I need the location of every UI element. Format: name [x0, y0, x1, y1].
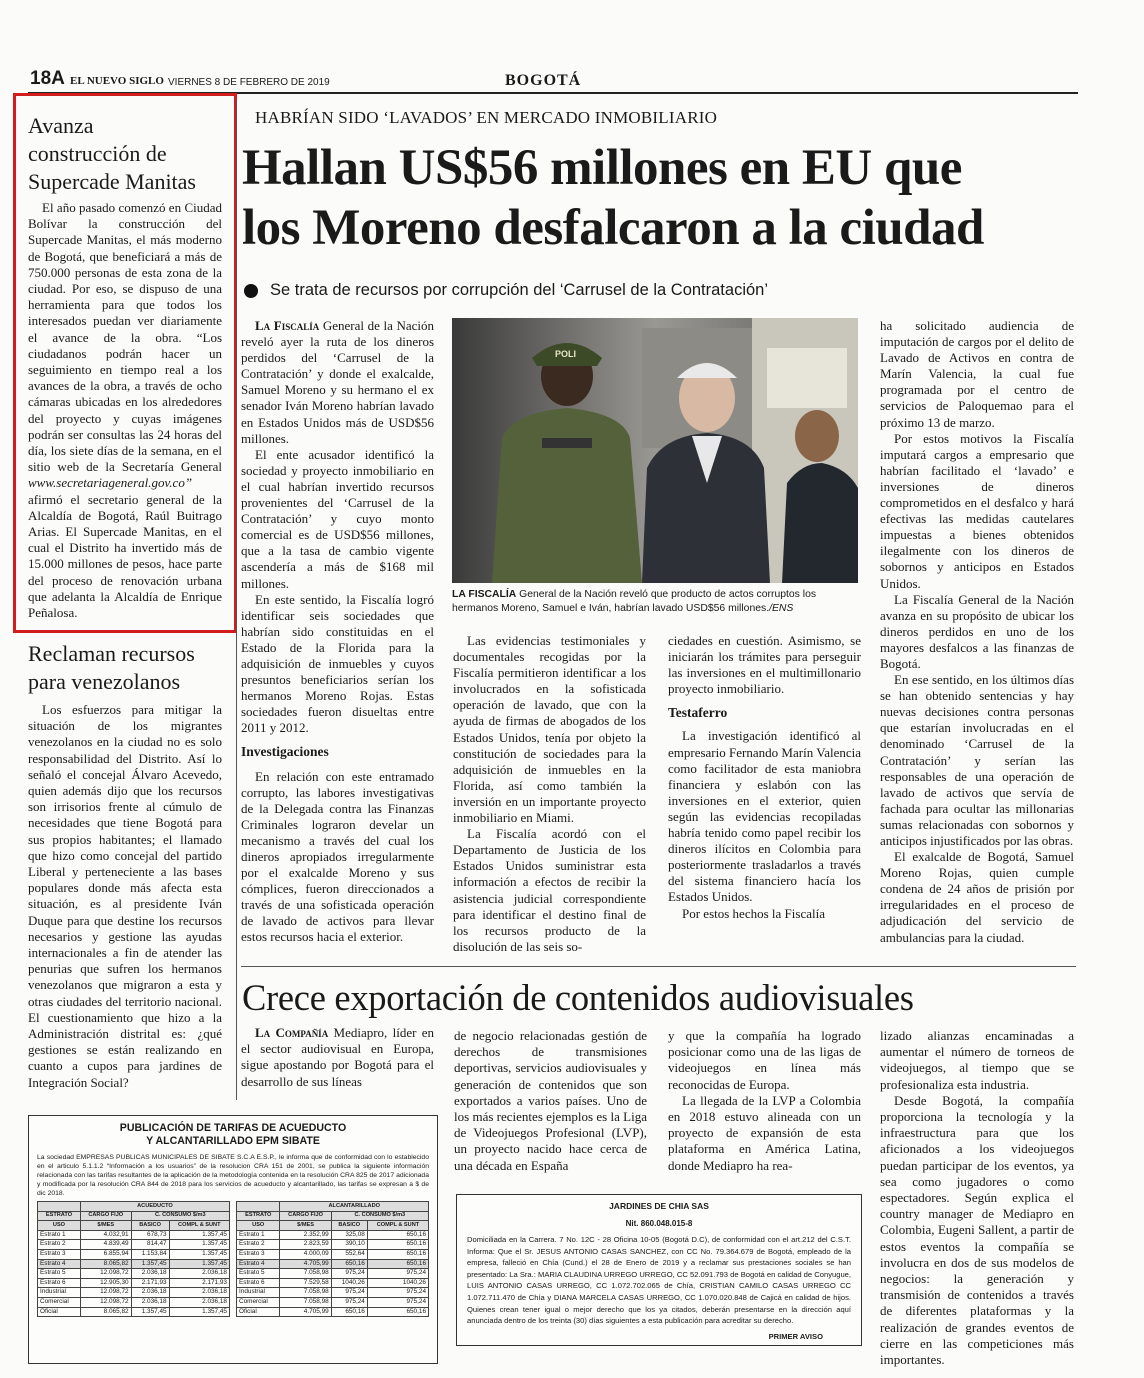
table-header: ESTRATO — [38, 1211, 81, 1221]
main-col-3 — [668, 633, 861, 922]
row-value: 650,16 — [367, 1230, 428, 1240]
table-subheader: USO — [237, 1221, 280, 1231]
table-corner — [237, 1202, 280, 1212]
caption-text: General de la Nación reveló que producto de actos corruptos los hermanos Moreno, Samuel e Iván, habrían lavado USD$56 millones. — [452, 589, 817, 614]
table-row — [38, 1278, 230, 1288]
row-value: 975,24 — [367, 1288, 428, 1298]
cap-label: POLI — [555, 349, 577, 359]
second-col-3 — [668, 1028, 861, 1174]
row-label: Estrato 6 — [237, 1278, 280, 1288]
table-row — [237, 1230, 429, 1240]
row-value: 1.357,45 — [169, 1249, 229, 1259]
table-header: C. CONSUMO $/m3 — [331, 1211, 428, 1221]
photo-caption — [452, 588, 858, 616]
second-col-2 — [454, 1028, 647, 1174]
row-value: 2.036,18 — [169, 1297, 229, 1307]
main-photo — [452, 318, 858, 583]
title-line-2: construcción de — [28, 141, 167, 166]
table-corner — [38, 1202, 81, 1212]
lead-in: La Compañía — [255, 1025, 329, 1040]
row-value: 2.036,18 — [131, 1288, 169, 1298]
row-label: Estrato 3 — [237, 1249, 280, 1259]
row-value: 1.357,45 — [169, 1259, 229, 1269]
jardines-body: Domiciliada en la Carrera. 7 No. 12C - 28 Oficina 10-05 (Bogotá D.C), de conformidad con el art.212 del C.S.T. Informa: Que el Sr. JESUS ANTONIO CASAS SANCHEZ, con CC No. 79.364.679 de Bogotá, empleado de la empresa, falleció en Chía (Cund.) el 28 de Enero de 2019 y a reclamar sus prestaciones sociales se han presentado: La Sra.: MARIA CLAUDINA URREGO URREGO, CC 52.091.793 de Bogotá en calidad de Conyugue, LUIS ANTONIO CASAS URREGO, CC 1.072.702.065 de Chía, CRISTIAN CAMILO CASAS URREGO CC 1.072.711.470 de Chía y DIANA MARCELA CASAS URREGO, CC 1.070.020.848 de Cajicá en calidad de hijos. Quienes crean tener igual o mejor derecho que los ya citados, deberán presentarse en la dirección aquí anunciada dentro de los treinta (30) días siguientes a esta publicación para acreditar su derecho. — [467, 1235, 851, 1326]
table-row — [38, 1269, 230, 1279]
table-subheader: USO — [38, 1221, 81, 1231]
row-value: 975,24 — [331, 1269, 367, 1279]
sidebar-article-2-body — [28, 702, 222, 1091]
row-label: Comercial — [38, 1297, 81, 1307]
row-value: 678,73 — [131, 1230, 169, 1240]
row-value: 1040,26 — [331, 1278, 367, 1288]
paragraph: de negocio relacionadas gestión de derechos de transmisiones deportivas, servicios audiovisuales y generación de contenidos que son exportados a varios países. Uno de los más recientes ejemplos es la Liga de Videojuegos Profesional (LVP), un proyecto nacido hace cerca de una década en España — [454, 1028, 647, 1173]
table-subheader: COMPL & SUNT — [367, 1221, 428, 1231]
table-row — [38, 1259, 230, 1269]
table-row — [38, 1297, 230, 1307]
table-row — [237, 1307, 429, 1317]
row-value: 6.855,94 — [80, 1249, 131, 1259]
row-value: 975,24 — [367, 1297, 428, 1307]
paragraph: Por estos hechos la Fiscalía — [682, 905, 825, 921]
row-value: 7.058,98 — [280, 1269, 331, 1279]
row-value: 1040,26 — [367, 1278, 428, 1288]
row-value: 2.823,59 — [280, 1240, 331, 1250]
article-divider — [241, 966, 1076, 967]
row-label: Estrato 4 — [237, 1259, 280, 1269]
row-value: 325,08 — [331, 1230, 367, 1240]
row-label: Estrato 1 — [237, 1230, 280, 1240]
row-value: 650,16 — [367, 1249, 428, 1259]
secretaria-url: www.secretariageneral.gov.co” — [28, 475, 193, 491]
paragraph: La Fiscalía acordó con el Departamento de Justicia de los Estados Unidos suministrar esta información a efectos de recibir la asistencia judicial correspondiente para identificar el destino final de los recursos producto de la disolución de las seis so- — [453, 826, 646, 954]
row-value: 2.171,93 — [131, 1278, 169, 1288]
photo-credit: /ENS — [769, 603, 794, 614]
section-name: BOGOTÁ — [505, 72, 582, 89]
headline-line-1: Hallan US$56 millones en EU que — [242, 140, 962, 196]
jardines-footer: PRIMER AVISO — [768, 1332, 823, 1341]
paragraph: La Fiscalía General de la Nación avanza en su propósito de ubicar los dineros perdidos en uno de los mayores desfalcos a las finanzas de Bogotá. — [880, 591, 1074, 671]
column-rule — [236, 100, 237, 1100]
row-value: 1.153,84 — [131, 1249, 169, 1259]
row-value: 650,16 — [331, 1259, 367, 1269]
table-group: ALCANTARILLADO — [280, 1202, 429, 1212]
main-headline — [242, 138, 984, 258]
jardines-title: JARDINES DE CHIA SAS — [609, 1201, 709, 1211]
row-value: 2.352,99 — [280, 1230, 331, 1240]
row-value: 975,24 — [331, 1297, 367, 1307]
row-label: Estrato 2 — [38, 1240, 81, 1250]
jardines-notice — [456, 1194, 862, 1346]
row-value: 1.357,45 — [169, 1307, 229, 1317]
paragraph: Las evidencias testimoniales y documentales recogidas por la Fiscalía permitieron identificar a los involucrados en la sofisticada operación de lavado, que con la ayuda de firmas de abogados de los Estados Unidos, tenía por objeto la constitución de sociedades para la adquisición de inmuebles en la Florida, así como también la inversión en un importante proyecto inmobiliario en Miami. — [453, 633, 646, 826]
table-row — [38, 1249, 230, 1259]
sidebar-article-1-title — [28, 112, 196, 196]
title-line-3: Supercade Manitas — [28, 169, 196, 194]
row-value: 814,47 — [131, 1240, 169, 1250]
row-value: 650,16 — [367, 1240, 428, 1250]
tariff-notice — [28, 1115, 438, 1364]
row-label: Estrato 3 — [38, 1249, 81, 1259]
subhead: Investigaciones — [241, 744, 329, 760]
photo-illustration — [452, 318, 858, 583]
row-value: 8.065,82 — [80, 1259, 131, 1269]
table-row — [237, 1240, 429, 1250]
row-value: 12.905,30 — [80, 1278, 131, 1288]
title-line-2: para venezolanos — [28, 669, 181, 694]
row-value: 12.098,72 — [80, 1269, 131, 1279]
table-subheader: BASICO — [131, 1221, 169, 1231]
paragraph: Mediapro, líder en el sector audiovisual en Europa, sigue apostando por Bogotá para el desarrollo de sus líneas — [241, 1025, 435, 1089]
row-value: 4.032,91 — [80, 1230, 131, 1240]
page-number: 18A — [30, 68, 65, 89]
row-label: Industrial — [38, 1288, 81, 1298]
paragraph: General de la Nación reveló ayer la ruta de los dineros perdidos del ‘Carrusel de la Contratación’ y donde el exalcalde, Samuel Moreno y su hermano el ex senador Iván Moreno habrían lavado en Estados Unidos más de USD$56 millones. — [241, 318, 434, 446]
table-row — [38, 1307, 230, 1317]
row-value: 1.357,45 — [169, 1240, 229, 1250]
row-value: 4.000,09 — [280, 1249, 331, 1259]
second-headline: Crece exportación de contenidos audiovisuales — [242, 977, 914, 1018]
caption-lead: LA FISCALÍA — [452, 589, 517, 600]
row-label: Oficial — [237, 1307, 280, 1317]
row-label: Estrato 5 — [237, 1269, 280, 1279]
main-col-4 — [880, 318, 1074, 946]
row-value: 552,64 — [331, 1249, 367, 1259]
paragraph: En ese sentido, en los últimos días se han obtenido sentencias y hay nuevas decisiones contra personas que estarían involucradas en el denominado ‘Carrusel de la Contratación’ y serían las responsables de una operación de lavado de activos que servía de fachada para ocultar las millonarias sumas relacionadas con sobornos y anticipos injustificados por las obras. — [880, 672, 1074, 848]
row-value: 650,16 — [367, 1307, 428, 1317]
table-subheader: $/MES — [280, 1221, 331, 1231]
paper-name: EL NUEVO SIGLO — [70, 75, 164, 87]
row-label: Estrato 2 — [237, 1240, 280, 1250]
table-row — [237, 1259, 429, 1269]
row-value: 390,10 — [331, 1240, 367, 1250]
paragraph: Por estos motivos la Fiscalía imputará cargos a empresario que habrían facilitado el ‘lavado’ e inversiones de dineros comprometidos en el desfalco y hará efectivas las medidas cautelares impuestas a bienes obtenidos ilegalmente con los dineros de sobornos y anticipos en Estados Unidos. — [880, 430, 1074, 591]
row-value: 2.036,18 — [169, 1288, 229, 1298]
row-value: 4.839,49 — [80, 1240, 131, 1250]
row-value: 975,24 — [331, 1288, 367, 1298]
main-kicker: HABRÍAN SIDO ‘LAVADOS’ EN MERCADO INMOBILIARIO — [255, 108, 718, 127]
acueducto-table — [37, 1201, 230, 1317]
row-value: 650,16 — [331, 1307, 367, 1317]
main-col-2 — [453, 633, 646, 955]
row-value: 1.357,45 — [169, 1230, 229, 1240]
body-text: Los esfuerzos para mitigar la situación de los migrantes venezolanos en la ciudad no es solo responsabilidad del Distrito. Así lo señaló el concejal Álvaro Acevedo, quien además dijo que los recursos son irrisorios frente al cúmulo de necesidades que tiene Bogotá para sus propios habitantes; el llamado que hizo como concejal del partido Liberal y perteneciente a las bases populares donde más afecta esta situación, es al presidente Iván Duque para que destine los recursos necesarios y gestione las ayudas internacionales a fin de atender las penurias que sufren los hermanos venezolanos que migraron a esta y otras ciudades del territorio nacional. El cuestionamiento que hizo a la Administración distrital es: ¿qué gestiones se están realizando en cuanto a cupos para jardines de Integración Social? — [28, 702, 222, 1090]
notice-body: La sociedad EMPRESAS PUBLICAS MUNICIPALES DE SIBATE S.C.A E.S.P., le informa que de conformidad con lo establecido en el articulo 5.1.1.2 “Información a los usuarios” de la resolucion CRA 151 de 2001, se publica la siguiente información relacionada con las tarifas resultantes de la aplicación de la metodología contenida en la resolución CRA 825 de 2017 adicionada y modificada por la resolución CRA 844 de 2018 para los servicios de acueducto y alcantarillado, las tarifas se expresan a $ de dic 2018. — [37, 1154, 429, 1197]
row-label: Estrato 4 — [38, 1259, 81, 1269]
subhead: Testaferro — [668, 705, 728, 721]
table-row — [237, 1288, 429, 1298]
row-label: Estrato 6 — [38, 1278, 81, 1288]
row-label: Industrial — [237, 1288, 280, 1298]
row-value: 650,16 — [367, 1259, 428, 1269]
row-label: Comercial — [237, 1297, 280, 1307]
headline-line-2: los Moreno desfalcaron a la ciudad — [242, 200, 984, 256]
paragraph: Desde Bogotá, la compañía proporciona la tecnología y la infraestructura para que los aficionados a los videojuegos puedan participar de los eventos, ya sea como jugadores o como espectadores. Según explica el country manager de Mediapro en Colombia, Eugeni Sallent, a partir de estos eventos la compañía se involucra en dos de sus modelos de negocios: la generación y transmisión de contenidos a través de diferentes plataformas y la realización de grandes eventos de cierre en las competiciones más importantes. — [880, 1092, 1074, 1368]
notice-title-1: PUBLICACIÓN DE TARIFAS DE ACUEDUCTO — [119, 1122, 347, 1134]
paragraph: ha solicitado audiencia de imputación de cargos por el delito de Lavado de Activos en contra de Marín Valencia, la cual fue programada por el centro de servicios de Paloquemao para el próximo 13 de marzo. — [880, 318, 1074, 430]
second-col-1 — [241, 1025, 434, 1090]
paragraph: En relación con este entramado corrupto, las labores investigativas de la Delegada contra las Finanzas Criminales lograron develar un mecanismo a través del cual los dineros apropiados irregularmente por el exalcalde Moreno y sus cómplices, fueron direccionados a través de una sofisticada operación de lavado de activos para llevar estos recursos hacia el exterior. — [241, 768, 434, 945]
row-value: 7.058,98 — [280, 1288, 331, 1298]
bullet-icon — [244, 284, 258, 298]
row-value: 7.058,98 — [280, 1297, 331, 1307]
second-col-4 — [880, 1028, 1074, 1368]
paragraph: y que la compañía ha logrado posicionar como una de las ligas de videojuegos en línea más reconocidas de Europa. — [668, 1028, 861, 1092]
alcantarillado-table-wrap — [236, 1201, 429, 1317]
row-label: Oficial — [38, 1307, 81, 1317]
row-value: 4.705,99 — [280, 1259, 331, 1269]
row-value: 975,24 — [367, 1269, 428, 1279]
table-group: ACUEDUCTO — [80, 1202, 229, 1212]
row-value: 8.065,82 — [80, 1307, 131, 1317]
row-value: 1.357,45 — [131, 1307, 169, 1317]
table-row — [237, 1269, 429, 1279]
paragraph: El exalcalde de Bogotá, Samuel Moreno Rojas, quien cumple condena de 24 años de prisión por irregularidades en el proceso de adjudicación del servicio de ambulancias para la ciudad. — [880, 849, 1074, 945]
notice-title-2: Y ALCANTARILLADO EPM SIBATE — [146, 1135, 320, 1147]
row-value: 7.529,58 — [280, 1278, 331, 1288]
lead-in: La Fiscalía — [255, 318, 320, 333]
table-header: C. CONSUMO $/m3 — [131, 1211, 229, 1221]
row-value: 12.098,72 — [80, 1297, 131, 1307]
table-row — [38, 1288, 230, 1298]
title-line-1: Reclaman recursos — [28, 641, 195, 666]
acueducto-table-wrap — [37, 1201, 230, 1317]
row-value: 2.171,93 — [169, 1278, 229, 1288]
table-header: CARGO FIJO — [280, 1211, 331, 1221]
paragraph: ciedades en cuestión. Asimismo, se iniciarán los trámites para perseguir las inversiones en el multimillonario proyecto inmobiliario. — [668, 633, 861, 697]
paragraph: La investigación identificó al empresario Fernando Marín Valencia como facilitador de esta maniobra financiera y eslabón con las inversiones en el exterior, quien según las evidencias recopiladas habría tenido como papel recibir los dineros ilícitos en Colombia para posteriormente trasladarlos a través del sistema financiero hacía los Estados Unidos. — [668, 728, 861, 905]
main-col-1 — [241, 318, 434, 946]
title-line-1: Avanza — [28, 113, 94, 138]
table-row — [38, 1240, 230, 1250]
issue-date: VIERNES 8 DE FEBRERO DE 2019 — [168, 77, 330, 88]
row-value: 2.036,18 — [131, 1269, 169, 1279]
body-part-2: afirmó el secretario general de la Alcaldía de Bogotá, Raúl Buitrago Arias. El Supercade Manitas, en el cual el Distrito ha invertido más de 15.000 millones de pesos, hace parte del proceso de renovación urbana que adelanta la Alcaldía de Enrique Peñalosa. — [28, 491, 222, 621]
row-value: 2.036,18 — [169, 1269, 229, 1279]
main-subhead: Se trata de recursos por corrupción del ‘Carrusel de la Contratación’ — [270, 281, 768, 299]
row-label: Estrato 5 — [38, 1269, 81, 1279]
table-header: ESTRATO — [237, 1211, 280, 1221]
paragraph: lizado alianzas encaminadas a aumentar el número de torneos de videojuegos, al tiempo que se profesionaliza esta industria. — [880, 1028, 1074, 1092]
table-subheader: BASICO — [331, 1221, 367, 1231]
row-value: 4.705,99 — [280, 1307, 331, 1317]
sidebar-article-1-body — [28, 200, 222, 621]
row-value: 2.036,18 — [131, 1297, 169, 1307]
body-part-1: El año pasado comenzó en Ciudad Bolívar la construcción del Supercade Manitas, el más moderno de Bogotá, que beneficiará a más de 750.000 personas de esta zona de la ciudad. Por eso, se dispuso de una herramienta para que todos los interesados puedan ver diariamente el avance de la obra. “Los ciudadanos podrán hacer un seguimiento en tiempo real a los avances de la obra, a través de ocho cámaras ubicadas en los alrededores del proyecto y cuyas imágenes podrán ser consultas las 24 horas del día, los siete días de la semana, en el sitio web de la Secretaría General — [28, 200, 222, 475]
table-subheader: COMPL & SUNT — [169, 1221, 229, 1231]
table-subheader: $/MES — [80, 1221, 131, 1231]
row-value: 1.357,45 — [131, 1259, 169, 1269]
sidebar-article-2-title — [28, 640, 195, 696]
table-header: CARGO FIJO — [80, 1211, 131, 1221]
jardines-nit: Nit. 860.048.015-8 — [625, 1219, 693, 1228]
paragraph: En este sentido, la Fiscalía logró identificar seis sociedades que habrían sido constituidas en el Estado de la Florida para la adquisición de inmuebles y cuyos presuntos beneficiarios serían los hermanos Moreno Rojas. Estas sociedades fueron disueltas entre 2011 y 2012. — [241, 591, 434, 736]
paragraph: La llegada de la LVP a Colombia en 2018 estuvo alineada con un proyecto de expansión de esta plataforma en América Latina, donde Mediapro ha rea- — [668, 1092, 861, 1173]
row-label: Estrato 1 — [38, 1230, 81, 1240]
table-row — [38, 1230, 230, 1240]
paragraph: El ente acusador identificó la sociedad y proyecto inmobiliario en el cual habrían invertido recursos provenientes del ‘Carrusel de la Contratación’ y cuyo monto comercial es de USD$56 millones, que a la tasa de cambio vigente ascendería a más de $168 mil millones. — [241, 446, 434, 591]
row-value: 12.098,72 — [80, 1288, 131, 1298]
table-row — [237, 1278, 429, 1288]
table-row — [237, 1297, 429, 1307]
table-row — [237, 1249, 429, 1259]
alcantarillado-table — [236, 1201, 429, 1317]
